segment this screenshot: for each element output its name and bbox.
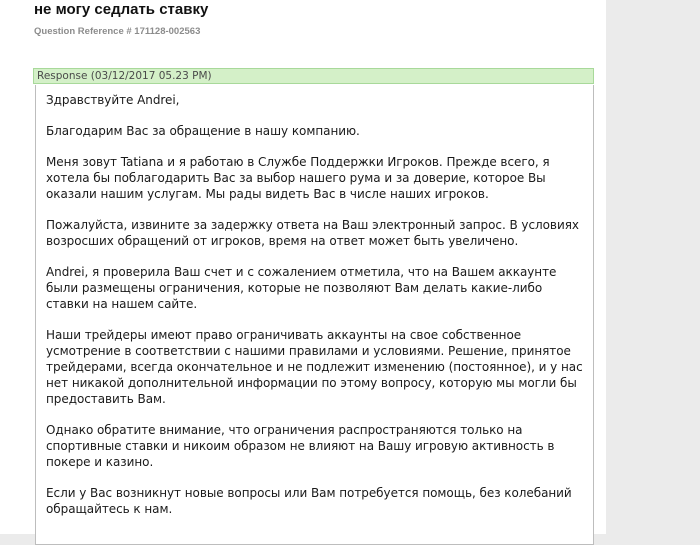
response-message [46,92,583,517]
notice-paragraph: Однако обратите внимание, что ограничения распространяются только на спортивные ставки и никоим образом не влияют на Вашу игровую активность в покере и казино. [46,423,555,469]
account-paragraph: Andrei, я проверила Ваш счет и с сожалением отметила, что на Вашем аккаунте были размещены ограничения, которые не позволяют Вам делать какие-либо ставки на нашем сайте. [46,265,557,311]
traders-paragraph: Наши трейдеры имеют право ограничивать аккаунты на свое собственное усмотрение в соответствии с нашими правилами и условиями. Решение, принятое трейдерами, всегда окончательное и не подлежит изменению (постоянное), и у нас нет никакой дополнительной информации по этому вопросу, которую мы могли бы предоставить Вам. [46,328,583,406]
apology-paragraph: Пожалуйста, извините за задержку ответа на Ваш электронный запрос. В условиях возросших обращений от игроков, время на ответ может быть увеличено. [46,218,579,248]
response-header: Response (03/12/2017 05.23 PM) [33,68,594,84]
greeting-paragraph: Здравствуйте Andrei, [46,93,180,107]
thanks-paragraph: Благодарим Вас за обращение в нашу компанию. [46,124,360,138]
ticket-title: не могу седлать ставку [34,1,209,18]
response-body [35,85,594,545]
intro-paragraph: Меня зовут Tatiana и я работаю в Службе Поддержки Игроков. Прежде всего, я хотела бы поблагодарить Вас за выбор нашего рума и за доверие, которое Вы оказали нашим услугам. Мы рады видеть Вас в числе наших игроков. [46,155,550,201]
question-reference: Question Reference # 171128-002563 [34,26,201,37]
contact-paragraph: Если у Вас возникнут новые вопросы или Вам потребуется помощь, без колебаний обращайтесь к нам. [46,486,572,516]
